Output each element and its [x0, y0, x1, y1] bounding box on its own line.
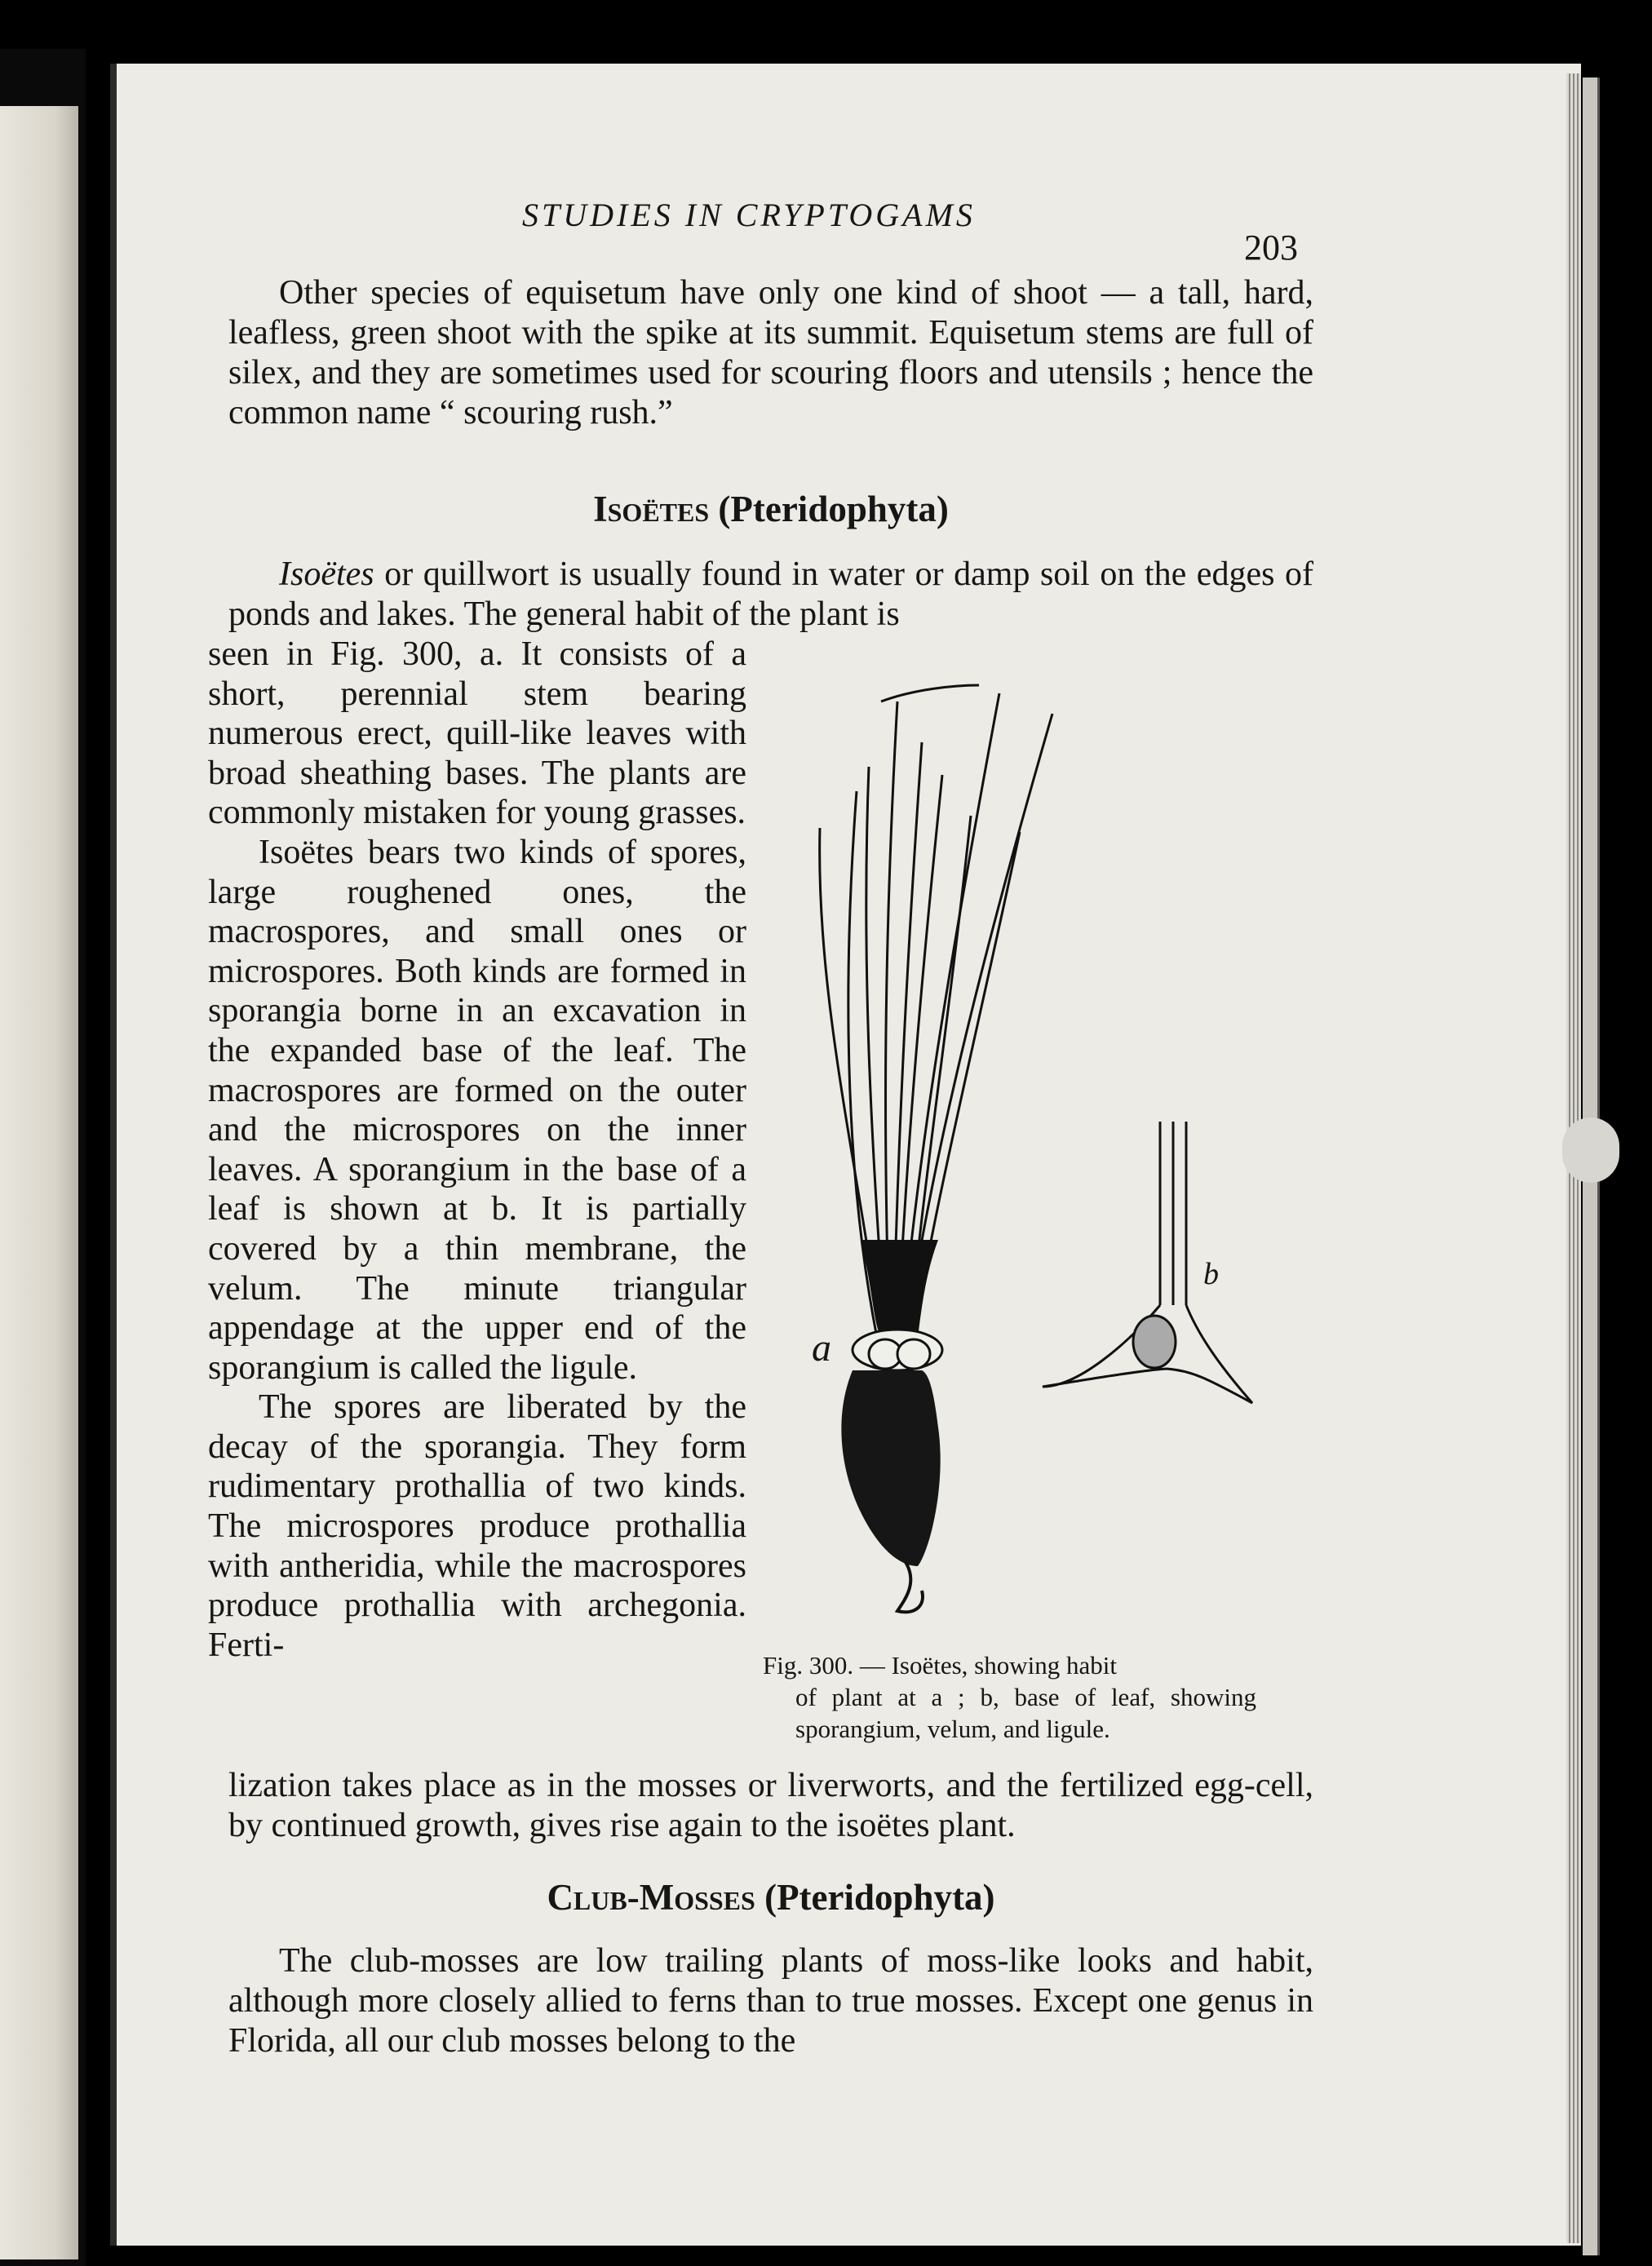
isoetes-heading-title: Isoëtes: [593, 489, 710, 529]
isoetes-column-text: [208, 635, 746, 1665]
isoetes-para1-top-text: or quillwort is usually found in water or damp soil on the edges of ponds and lakes. The general habit of the plant is: [228, 555, 1313, 633]
isoetes-lead-term: Isoëtes: [279, 555, 374, 593]
caption-rest: of plant at a ; b, base of leaf, showing sporangium, velum, and ligule.: [795, 1683, 1256, 1743]
plant-leaf-bundle: [861, 1240, 938, 1338]
club-mosses-heading-division: (Pteridophyta): [764, 1877, 995, 1918]
club-mosses-heading-title: Club-Mosses: [547, 1877, 755, 1918]
isoetes-heading: [228, 488, 1313, 530]
figure-caption: [763, 1649, 1256, 1745]
page-number: 203: [1244, 228, 1298, 268]
plant-stem-base: [853, 1330, 942, 1370]
isoetes-para2: Isoëtes bears two kinds of spores, large roughened ones, the macrospores, and small ones or microspores. Both kinds are formed in sporangia borne in an excavation in the expanded base of the leaf. The macrospores are formed on the outer and the microspores on the inner leaves. A sporangium in the base of a leaf is shown at b. It is partially covered by a thin membrane, the velum. The minute triangular appendage at the upper end of the sporangium is called the ligule.: [208, 833, 746, 1387]
isoetes-para1-column: seen in Fig. 300, a. It consists of a short, perennial stem bearing numerous erect, quill-like leaves with broad sheathing bases. The plants are commonly mistaken for young grasses.: [208, 635, 746, 832]
club-mosses-heading: [228, 1876, 1313, 1919]
figure-label-a: a: [812, 1326, 831, 1370]
figure-label-b: b: [1203, 1257, 1219, 1291]
caption-line-1: Fig. 300. — Isoëtes, showing habit: [763, 1651, 1117, 1680]
page-clip: [1562, 1118, 1619, 1183]
leaf-base-detail: [1043, 1122, 1252, 1403]
intro-paragraph: Other species of equisetum have only one kind of shoot — a tall, hard, leafless, green shoot with the spike at its summit. Equisetum stems are full of silex, and they are sometimes used for scouring floors and utensils ; hence the common name “ scouring rush.”: [228, 274, 1313, 432]
plant-roots: [841, 1370, 940, 1612]
isoetes-para1-top: [228, 555, 1313, 635]
isoetes-illustration: [783, 669, 1273, 1631]
club-mosses-para1: The club-mosses are low trailing plants of moss-like looks and habit, although more closely allied to ferns than to true mosses. Except one genus in Florida, all our club mosses belong to the: [228, 1942, 1313, 2060]
isoetes-para3-continued: lization takes place as in the mosses or liverworts, and the fertilized egg-cell, by continued growth, gives rise again to the isoëtes plant.: [228, 1767, 1313, 1844]
adjacent-page-edge: [0, 106, 78, 2259]
isoetes-heading-division: (Pteridophyta): [718, 489, 949, 529]
isoetes-para3-column: The spores are liberated by the decay of the sporangia. They form rudimentary prothallia of two kinds. The microspores produce prothallia with antheridia, while the macrospores produce prothallia with archegonia. Ferti-: [208, 1388, 746, 1664]
running-head: STUDIES IN CRYPTOGAMS: [522, 197, 976, 233]
